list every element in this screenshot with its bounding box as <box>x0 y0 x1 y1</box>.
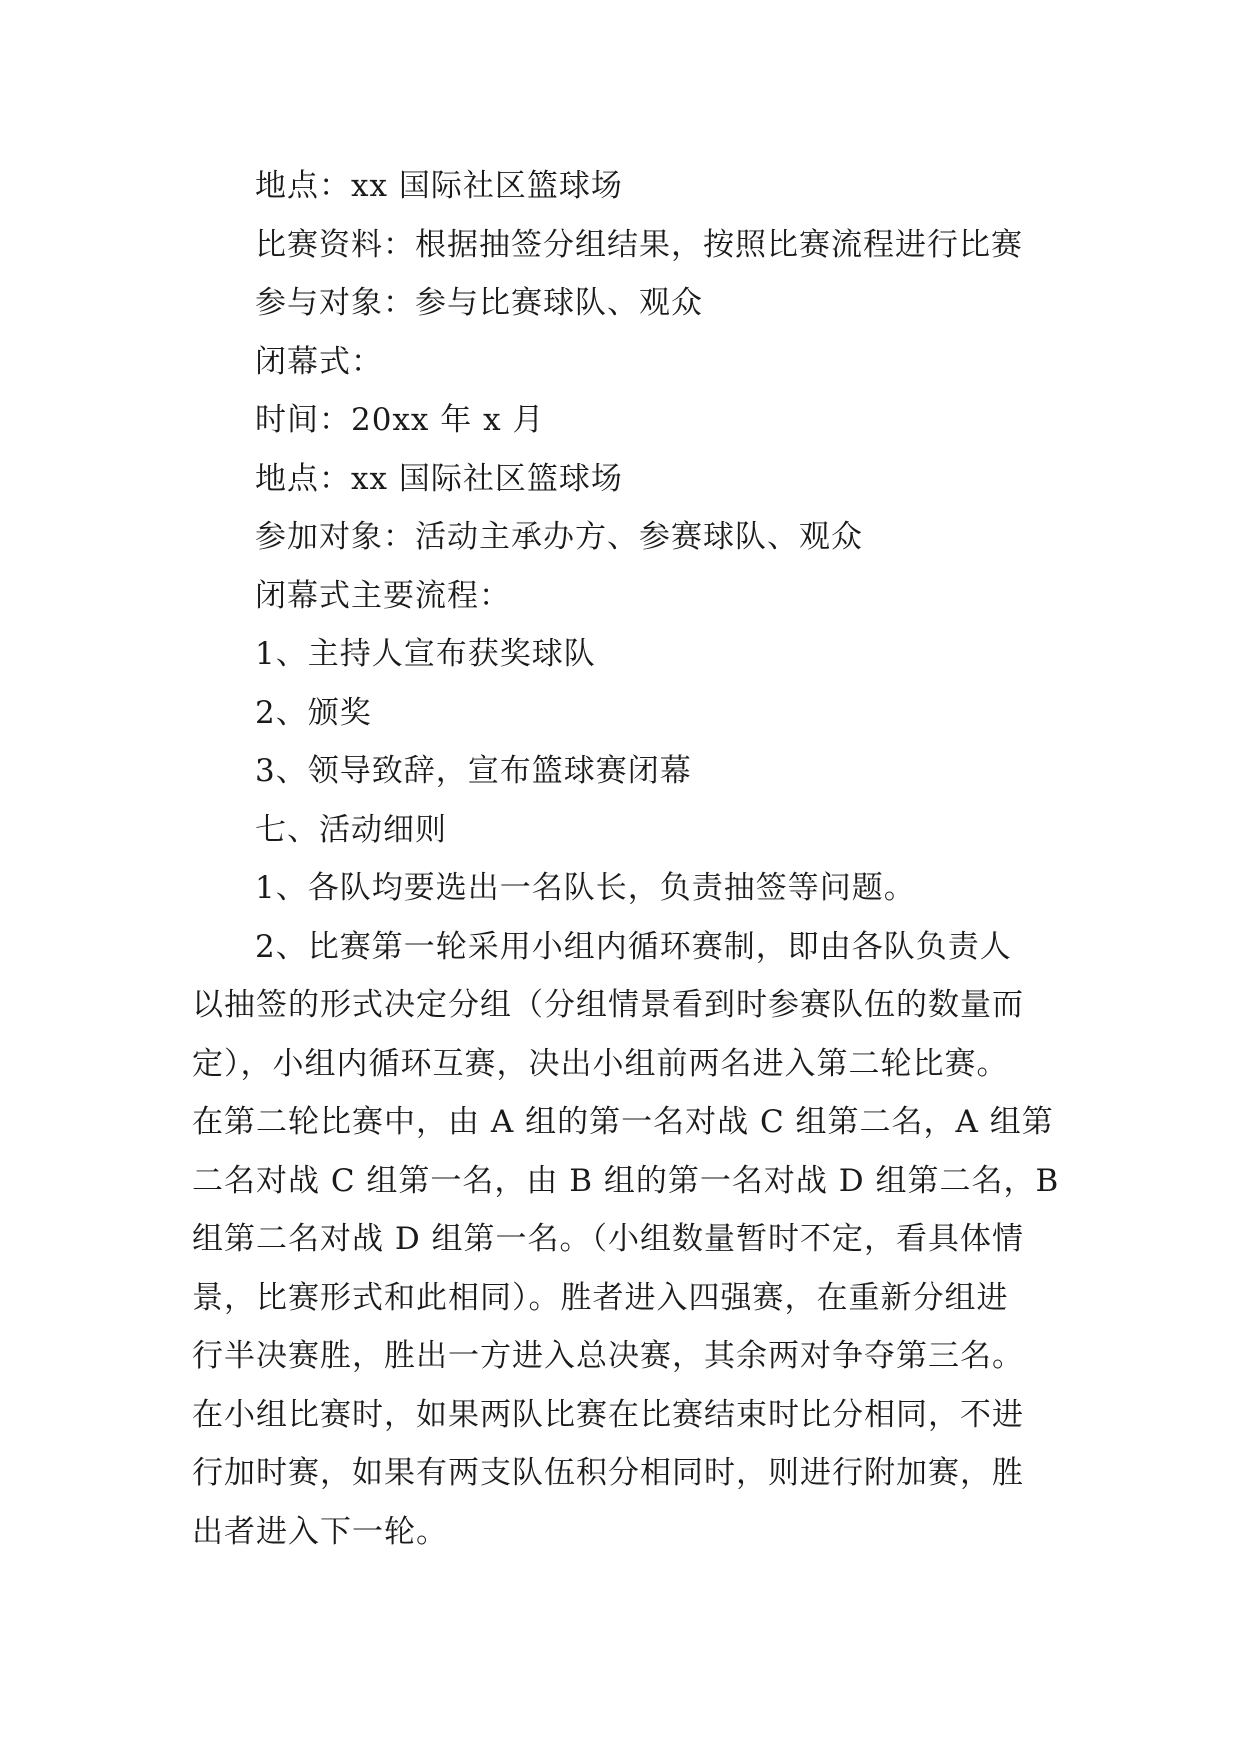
paragraph-line: 行半决赛胜，胜出一方进入总决赛，其余两对争夺第三名。 <box>192 1338 1024 1374</box>
closing-time-line: 时间：20xx 年 x 月 <box>255 402 545 438</box>
section-seven-heading: 七、活动细则 <box>255 811 447 848</box>
match-info-line: 比赛资料：根据抽签分组结果，按照比赛流程进行比赛 <box>255 226 1023 263</box>
venue-line: 地点：xx 国际社区篮球场 <box>255 168 623 204</box>
closing-ceremony-heading: 闭幕式： <box>255 343 383 380</box>
rule-item-1: 1、各队均要选出一名队长，负责抽签等问题。 <box>255 870 916 906</box>
rule-item-2-paragraph <box>192 918 1060 1562</box>
process-item-3: 3、领导致辞，宣布篮球赛闭幕 <box>255 753 692 789</box>
process-item-2: 2、颁奖 <box>255 694 372 731</box>
closing-participants-line: 参加对象：活动主承办方、参赛球队、观众 <box>255 519 863 555</box>
closing-process-heading: 闭幕式主要流程： <box>255 577 511 614</box>
participants-line: 参与对象：参与比赛球队、观众 <box>255 285 703 321</box>
paragraph-line: 出者进入下一轮。 <box>192 1513 448 1550</box>
closing-venue-line: 地点：xx 国际社区篮球场 <box>255 460 623 497</box>
paragraph-line: 2、比赛第一轮采用小组内循环赛制，即由各队负责人 <box>255 928 1012 965</box>
paragraph-line: 组第二名对战 D 组第一名。（小组数量暂时不定，看具体情 <box>192 1221 1025 1257</box>
paragraph-line: 行加时赛，如果有两支队伍积分相同时，则进行附加赛，胜 <box>192 1455 1024 1491</box>
paragraph-line: 景，比赛形式和此相同）。胜者进入四强赛，在重新分组进 <box>192 1279 1009 1316</box>
document-body <box>192 157 1060 1561</box>
process-item-1: 1、主持人宣布获奖球队 <box>255 636 596 672</box>
paragraph-line: 二名对战 C 组第一名，由 B 组的第一名对战 D 组第二名，B <box>192 1162 1060 1199</box>
paragraph-line: 在第二轮比赛中，由 A 组的第一名对战 C 组第二名，A 组第 <box>192 1104 1054 1140</box>
paragraph-line: 定），小组内循环互赛，决出小组前两名进入第二轮比赛。 <box>192 1045 1009 1082</box>
paragraph-line: 在小组比赛时，如果两队比赛在比赛结束时比分相同，不进 <box>192 1396 1024 1433</box>
paragraph-line: 以抽签的形式决定分组（分组情景看到时参赛队伍的数量而 <box>192 987 1024 1023</box>
